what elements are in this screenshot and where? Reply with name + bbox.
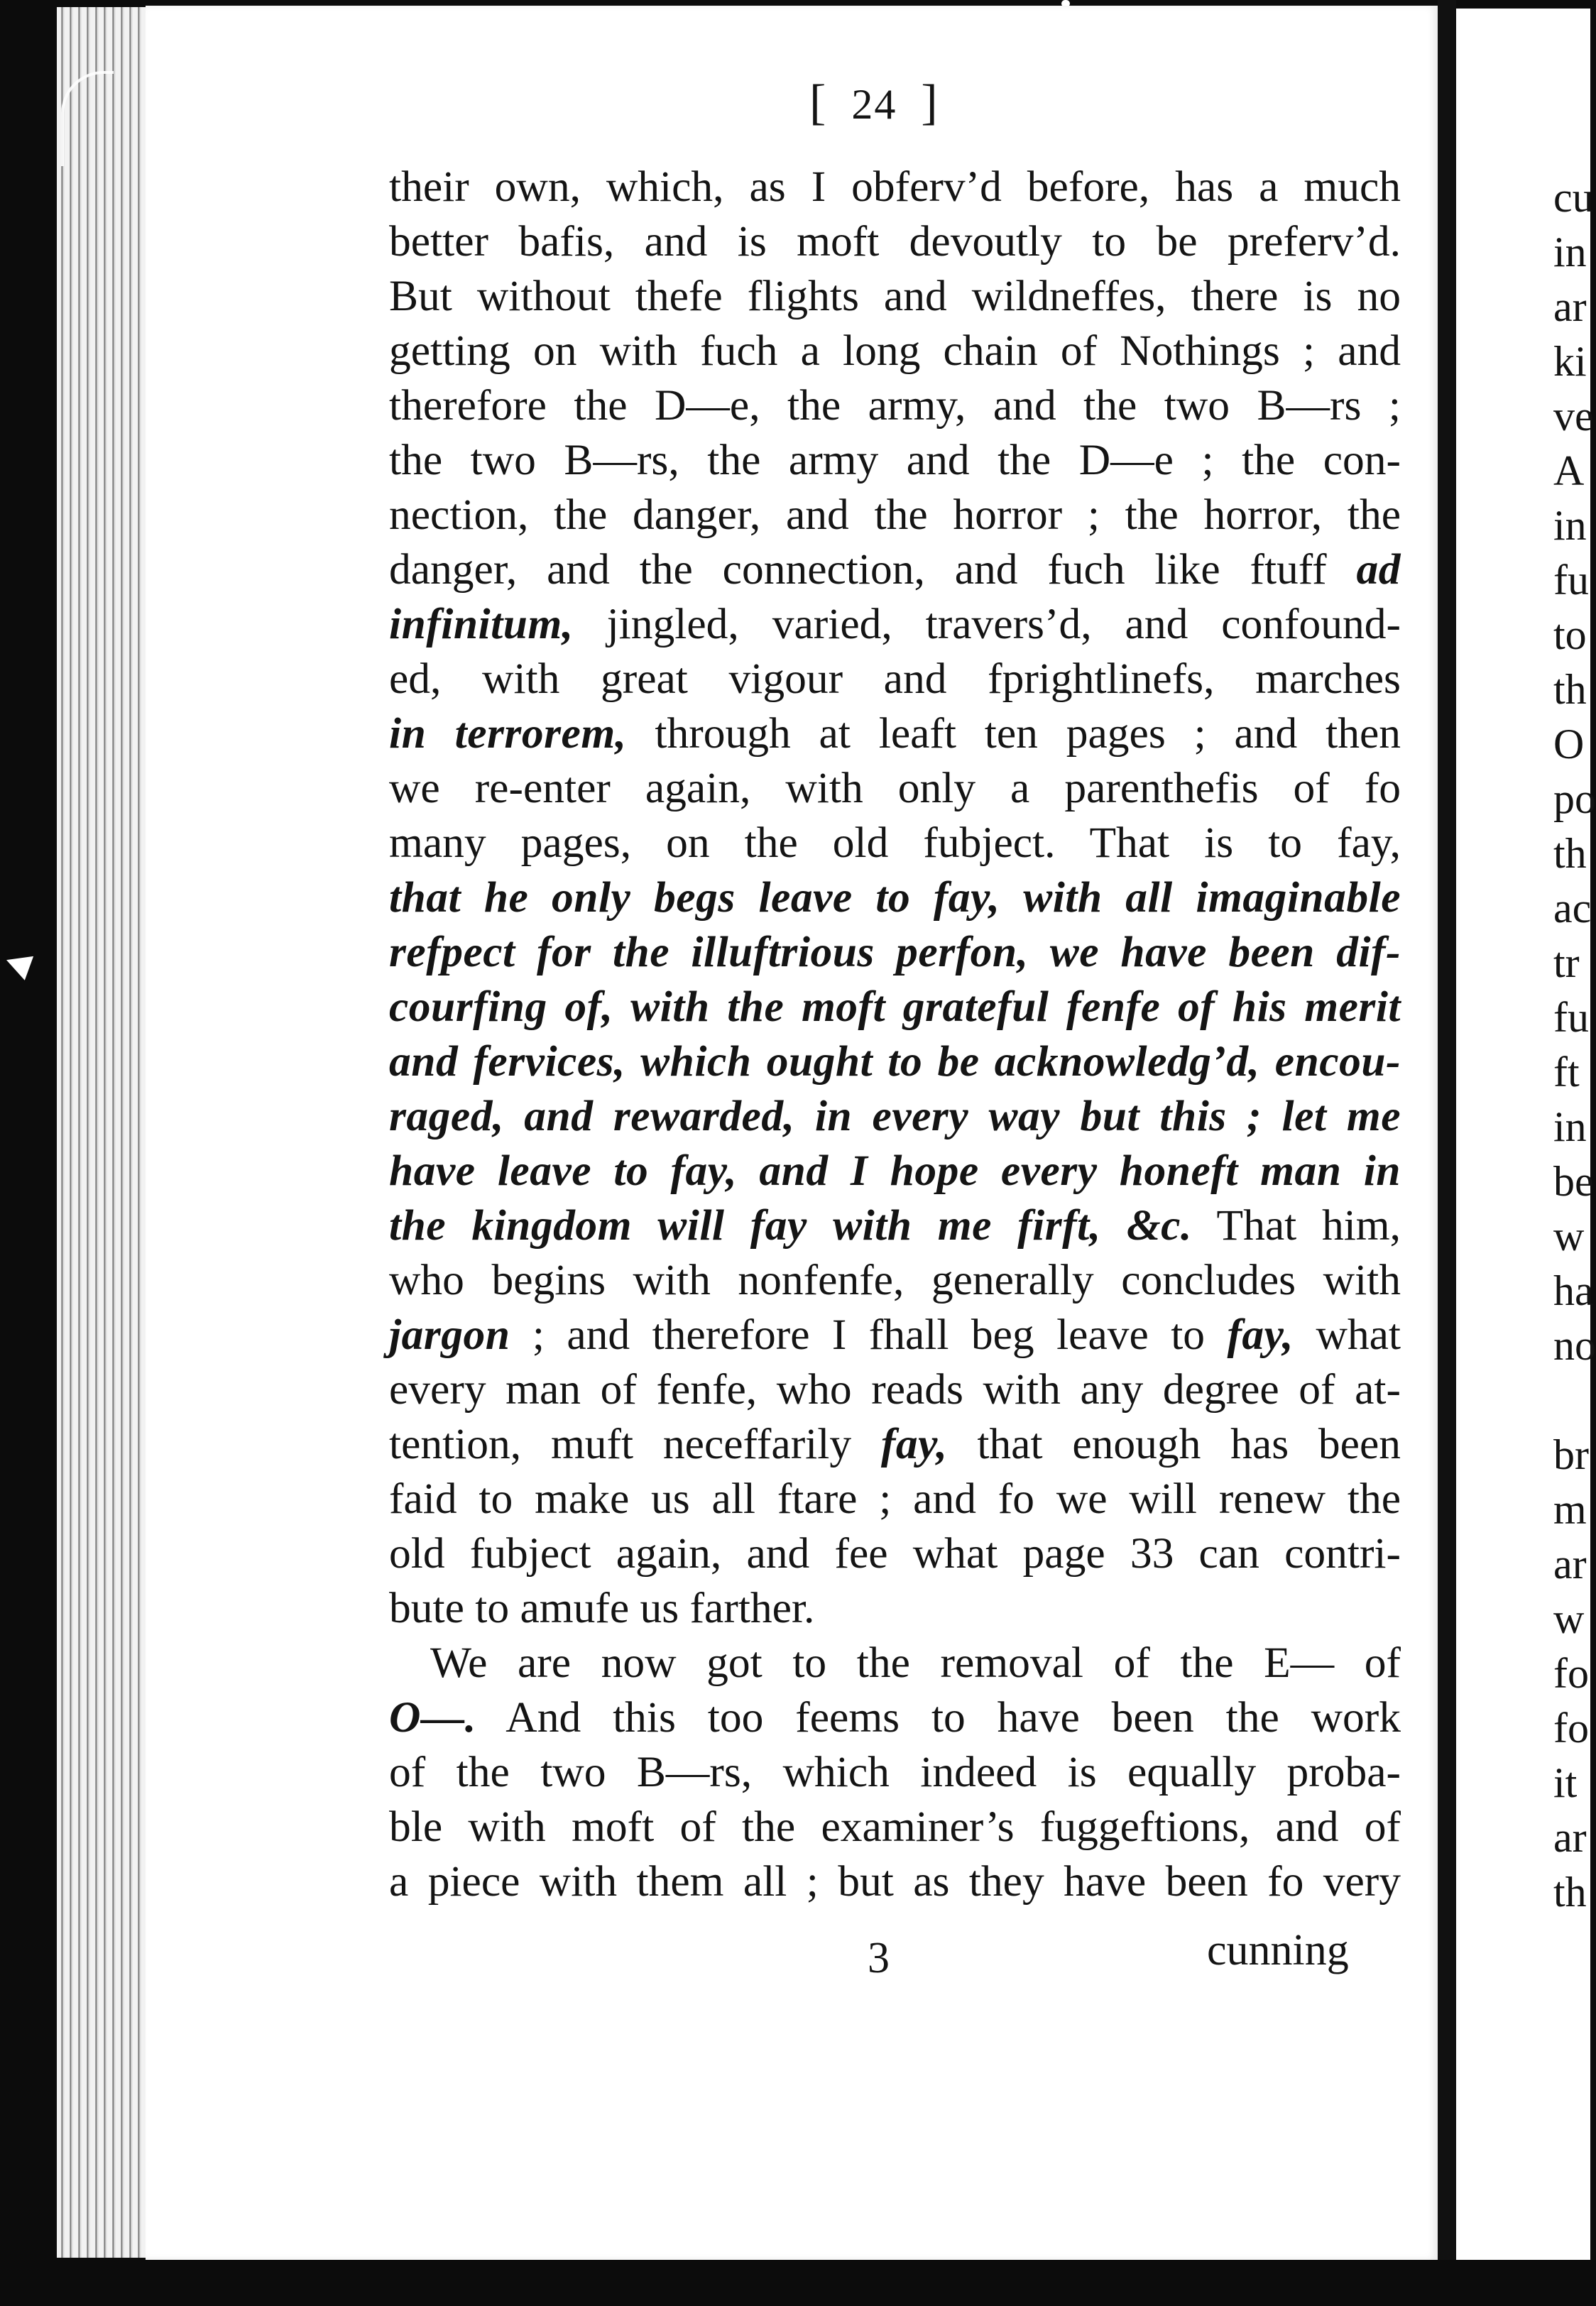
italic-line: refpect for the illuftrious perfon, we have been dif- — [389, 928, 1401, 976]
text-line — [389, 1690, 1401, 1745]
italic-line: and fervices, which ought to be acknowledg’d, encou- — [389, 1037, 1401, 1086]
text-line: their own, which, as I obferv’d before, has a much — [389, 163, 1401, 211]
italic-line: courfing of, with the moft grateful fenfe of his merit — [389, 983, 1401, 1031]
text-line: ed, with great vigour and fprightlinefs, marches — [389, 655, 1401, 703]
close-bracket: ] — [921, 75, 939, 130]
scan-bottom-border — [0, 2260, 1590, 2306]
text-line — [389, 1308, 1401, 1362]
book-page-edges — [57, 7, 152, 2258]
text-line: bute to amufe us farther. — [389, 1584, 815, 1632]
text-line: better bafis, and is moft devoutly to be preferv’d. — [389, 217, 1401, 266]
text-line — [389, 1417, 1401, 1472]
catchword: cunning — [1207, 1926, 1349, 1974]
arrow-marker-icon — [2, 948, 33, 980]
page-header — [809, 75, 939, 131]
italic-line: have leave to fay, and I hope every honeft man in — [389, 1147, 1401, 1195]
book-gutter — [1438, 0, 1456, 2306]
open-bracket: [ — [809, 75, 828, 130]
text-run: through at leaft ten pages ; and then — [655, 709, 1401, 758]
text-line: of the two B—rs, which indeed is equally proba- — [389, 1748, 1401, 1796]
italic-run: ad — [1356, 545, 1401, 594]
text-run: jingled, varied, travers’d, and confound- — [606, 600, 1401, 648]
text-run: That him, — [1216, 1201, 1401, 1250]
text-line — [389, 597, 1401, 652]
text-line — [389, 1198, 1401, 1253]
italic-line: that he only begs leave to fay, with all imaginable — [389, 873, 1401, 922]
text-run: what — [1316, 1311, 1401, 1359]
text-line: a piece with them all ; but as they have been fo very — [389, 1857, 1401, 1906]
text-line: therefore the D—e, the army, and the two B—rs ; — [389, 381, 1401, 430]
text-run: tention, muft neceffarily — [389, 1420, 852, 1468]
page-number: 24 — [851, 81, 897, 128]
italic-run: jargon — [389, 1311, 510, 1359]
text-line — [389, 706, 1401, 761]
italic-run: O—. — [389, 1693, 476, 1742]
facing-page-text-fragments: cu in ar ki ve A in fu to th O po th ac tr fu ft in be w ha no br m ar w fo fo it ar th — [1553, 174, 1596, 1916]
text-line: nection, the danger, and the horror ; the horror, the — [389, 491, 1401, 539]
italic-line: raged, and rewarded, in every way but this ; let me — [389, 1092, 1401, 1140]
text-line: But without thefe flights and wildneffes, there is no — [389, 272, 1401, 320]
text-line: we re-enter again, with only a parenthefis of fo — [389, 764, 1401, 812]
text-line: the two B—rs, the army and the D—e ; the con- — [389, 436, 1401, 484]
page-body-text — [389, 160, 1401, 1909]
text-line — [389, 542, 1401, 597]
text-run: And this too feems to have been the work — [505, 1693, 1401, 1742]
italic-run: fay, — [880, 1420, 948, 1468]
text-line: who begins with nonfenfe, generally concludes with — [389, 1256, 1401, 1304]
italic-run: the kingdom will fay with me firft, &c. — [389, 1201, 1192, 1250]
text-line: old fubject again, and fee what page 33 can contri- — [389, 1529, 1401, 1578]
text-line: ble with moft of the examiner’s fuggeftions, and of — [389, 1803, 1401, 1851]
text-run: ; and therefore I fhall beg leave to — [532, 1311, 1206, 1359]
text-line: faid to make us all ftare ; and fo we will renew the — [389, 1475, 1401, 1523]
italic-run: infinitum, — [389, 600, 574, 648]
text-run: danger, and the connection, and fuch like ftuff — [389, 545, 1327, 594]
text-line: many pages, on the old fubject. That is to fay, — [389, 819, 1401, 867]
paragraph-first-line: We are now got to the removal of the E— of — [430, 1639, 1401, 1687]
italic-run: in terrorem, — [389, 709, 627, 758]
italic-run: fay, — [1227, 1311, 1294, 1359]
text-run: that enough has been — [977, 1420, 1401, 1468]
text-line: every man of fenfe, who reads with any degree of at- — [389, 1365, 1401, 1414]
text-line: getting on with fuch a long chain of Nothings ; and — [389, 327, 1401, 375]
signature-mark: 3 — [868, 1934, 890, 1982]
